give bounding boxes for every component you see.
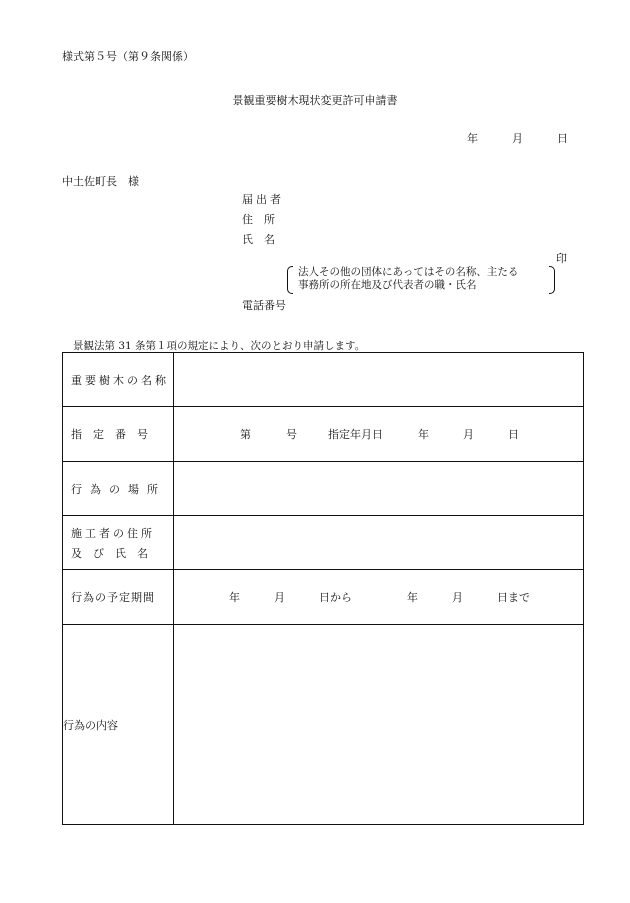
bracket-left xyxy=(287,266,293,294)
corporate-note-line1: 法人その他の団体にあってはその名称、主たる xyxy=(298,266,519,278)
corporate-note-line2: 事務所の所在地及び代表者の職・氏名 xyxy=(298,279,477,291)
contractor-field[interactable] xyxy=(174,516,584,570)
from-day: 日から xyxy=(319,591,352,604)
content-field[interactable] xyxy=(174,625,584,825)
name-label: 氏 名 xyxy=(242,233,275,246)
table-row xyxy=(63,407,584,462)
addressee: 中土佐町長 様 xyxy=(62,175,139,188)
phone-label: 電話番号 xyxy=(242,299,286,312)
row-label-contractor xyxy=(63,516,174,570)
contractor-label-line2: 及 び 氏 名 xyxy=(71,546,148,560)
document-title: 景観重要樹木現状変更許可申請書 xyxy=(232,94,398,107)
corporate-note xyxy=(287,266,555,292)
from-year: 年 xyxy=(229,591,240,604)
designation-month: 月 xyxy=(463,428,474,441)
row-label-content: 行為の内容 xyxy=(63,625,174,825)
table-row xyxy=(63,570,584,625)
to-day: 日まで xyxy=(497,591,530,604)
location-field[interactable] xyxy=(174,462,584,516)
contractor-label-line1: 施工者の住所 xyxy=(71,526,155,540)
row-label-designation-number: 指 定 番 号 xyxy=(63,407,174,462)
designation-date-label: 指定年月日 xyxy=(328,428,383,441)
intro-text: 景観法第 31 条第１項の規定により、次のとおり申請します。 xyxy=(73,340,366,352)
date-day: 日 xyxy=(557,132,568,145)
to-month: 月 xyxy=(452,591,463,604)
row-label-location: 行為の場所 xyxy=(63,462,174,516)
dai-text: 第 xyxy=(240,428,251,441)
designation-field[interactable] xyxy=(174,407,584,462)
from-month: 月 xyxy=(274,591,285,604)
table-row xyxy=(63,516,584,570)
date-year: 年 xyxy=(467,132,478,145)
bracket-right xyxy=(549,266,555,294)
table-row xyxy=(63,462,584,516)
form-number: 様式第５号（第９条関係） xyxy=(62,50,194,63)
to-year: 年 xyxy=(407,591,418,604)
go-text: 号 xyxy=(286,428,297,441)
applicant-heading: 届出者 xyxy=(242,193,284,206)
corporate-note-text xyxy=(298,266,518,292)
date-month: 月 xyxy=(512,132,523,145)
period-field[interactable] xyxy=(174,570,584,625)
seal-mark: 印 xyxy=(556,252,567,265)
designation-year: 年 xyxy=(418,428,429,441)
row-label-period: 行為の予定期間 xyxy=(63,570,174,625)
application-table xyxy=(62,352,584,825)
designation-day: 日 xyxy=(508,428,519,441)
table-row xyxy=(63,353,584,407)
address-label: 住 所 xyxy=(242,213,275,226)
row-label-tree-name: 重要樹木の名称 xyxy=(63,353,174,407)
table-row xyxy=(63,625,584,825)
tree-name-field[interactable] xyxy=(174,353,584,407)
